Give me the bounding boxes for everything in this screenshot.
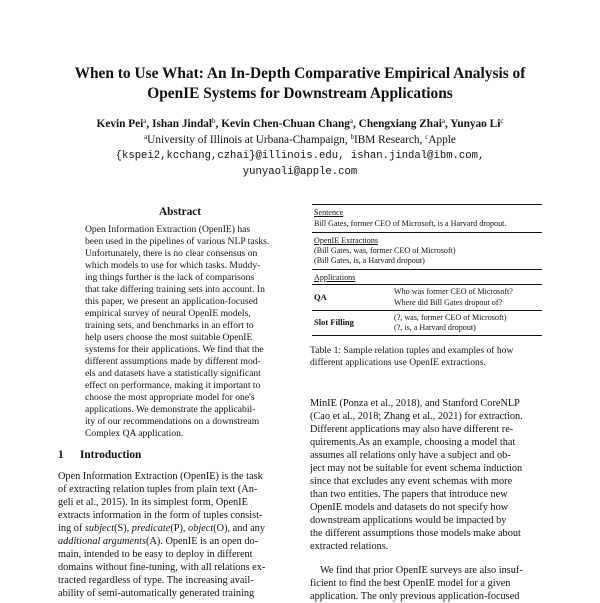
abstract-line: that take differing training sets into account. In <box>85 284 265 295</box>
abstract-line: which models to use for which tasks. Muddy- <box>85 260 261 271</box>
abstract-line: applications. We demonstrate the applicabil- <box>85 404 256 415</box>
abstract-line: Complex QA application. <box>85 428 184 439</box>
intro-text: (O), and any <box>213 523 265 534</box>
section-number: 1 <box>58 449 64 461</box>
table-slot-line: (?, is, a Harvard dropout) <box>394 323 476 332</box>
affiliation-uiuc: University of Illinois at Urbana-Champaign, <box>147 134 351 146</box>
abstract-line: ing things further is the lack of comparisons <box>85 272 255 283</box>
intro-line: extracts information in the form of tuples consist- <box>58 510 263 521</box>
term-object: object <box>188 523 214 534</box>
author-name: Chengxiang Zhai <box>358 118 442 130</box>
paper-title <box>40 64 560 104</box>
intro-line: domains without fine-tuning, with all relations ex- <box>58 562 266 573</box>
author-name: Kevin Chen-Chuan Chang <box>221 118 350 130</box>
table-sentence: Bill Gates, former CEO of Microsoft, is a Harvard dropout. <box>314 219 507 228</box>
author-affiliation-mark: a <box>349 117 354 125</box>
body-line: ject may not be suitable for event schema induction <box>310 463 523 474</box>
intro-line: ability of semi-automatically generated training <box>58 588 255 599</box>
table-label-extractions: OpenIE Extractions <box>314 236 379 245</box>
abstract-line: choose the most appropriate model for one's <box>85 392 255 403</box>
author-affiliation-mark: c <box>500 117 504 125</box>
abstract-line: training sets, and benchmarks in an effort to <box>85 320 254 331</box>
table-rule <box>312 204 542 205</box>
body-line: Different applications may also have different re- <box>310 424 514 435</box>
table-rule <box>312 284 542 285</box>
affiliation-mark: c <box>425 133 429 141</box>
body-line: application. The only previous application-focused <box>310 591 520 602</box>
section-heading-introduction <box>58 449 141 461</box>
body-line: extracted relations. <box>310 541 389 552</box>
intro-line <box>58 535 300 548</box>
abstract-heading: Abstract <box>158 206 202 218</box>
table-qa-line: Who was former CEO of Microsoft? <box>394 287 513 296</box>
intro-text: (A). OpenIE is an open do- <box>146 536 259 547</box>
table-slot-line: (?, was, former CEO of Microsoft) <box>394 313 507 322</box>
body-line: quirements.As an example, choosing a model that <box>310 437 516 448</box>
intro-text: (S), <box>114 523 132 534</box>
table-qa-line: Where did Bill Gates dropout of? <box>394 298 503 307</box>
body-line: ficient to find the best OpenIE model for a given <box>310 578 511 589</box>
email-line-1: {kspei2,kcchang,czhai}@illinois.edu, ishan.jindal@ibm.com, <box>115 150 485 162</box>
author-name: Yunyao Li <box>450 118 501 130</box>
intro-line: main, intended to be easy to deploy in different <box>58 549 253 560</box>
section-title: Introduction <box>80 449 142 461</box>
table-caption-line: different applications use OpenIE extractions. <box>310 357 486 368</box>
table-rule <box>312 310 542 311</box>
table-rule <box>312 335 542 336</box>
author-affiliation-mark: a <box>143 117 147 125</box>
body-line: the different assumptions those models make about <box>310 528 521 539</box>
body-line: since that excludes any event schemas with more <box>310 476 513 487</box>
body-line: OpenIE models and datasets do not specify how <box>310 502 509 513</box>
intro-line <box>58 522 300 535</box>
body-line: downstream applications would be impacted by <box>310 515 507 526</box>
abstract-line: els and datasets have a statistically significant <box>85 368 261 379</box>
author-affiliation-mark: b <box>212 117 216 125</box>
abstract-line: systems for their applications. We find that the <box>85 344 264 355</box>
intro-line: of extracting relation tuples from plain text (An- <box>58 484 258 495</box>
term-subject: subject <box>84 523 115 534</box>
term-predicate: predicate <box>131 523 171 534</box>
body-line: assumes all relations only have a subject and ob- <box>310 450 511 461</box>
abstract-line: Unfortunately, there is no clear consensus on <box>85 248 258 259</box>
abstract-line: been used in the pipelines of various NLP tasks. <box>85 236 270 247</box>
title-line-1: When to Use What: An In-Depth Comparative Empirical Analysis of <box>74 65 526 82</box>
abstract-line: empirical survey of neural OpenIE models, <box>85 308 251 319</box>
table-extraction: (Bill Gates, is, a Harvard dropout) <box>314 256 425 265</box>
table-label-sentence: Sentence <box>314 208 344 217</box>
table-caption-line: Table 1: Sample relation tuples and examples of how <box>310 345 514 356</box>
table-rule <box>312 232 542 233</box>
table-rule <box>312 269 542 270</box>
abstract-line: different assumptions made by different mod- <box>85 356 261 367</box>
author-list: Kevin Pei$^a$, Ishan Jindal$^b$, Kevin Chen-Chuan Chang$^a$, Chengxiang Zhai$^a$, Yunyao Li$^c$ <box>96 117 504 130</box>
body-line: than two entities. The papers that introduce new <box>310 489 508 500</box>
affiliation-mark: a <box>144 133 148 141</box>
affiliation-apple: Apple <box>428 134 456 146</box>
title-line-2: OpenIE Systems for Downstream Applications <box>147 85 453 102</box>
email-line-2: yunyaoli@apple.com <box>242 166 358 178</box>
intro-text: (P), <box>170 523 189 534</box>
abstract-line: help users choose the most suitable OpenIE <box>85 332 253 343</box>
table-app-slot-filling: Slot Filling <box>314 317 354 327</box>
author-affiliation-mark: a <box>441 117 445 125</box>
table-extraction: (Bill Gates, was, former CEO of Microsoft) <box>314 246 456 255</box>
affiliation-mark: b <box>350 133 354 141</box>
body-line: (Cao et al., 2018; Zhang et al., 2021) for extraction. <box>310 411 523 422</box>
intro-line: geli et al., 2015). In its simplest form, OpenIE <box>58 497 248 508</box>
affiliation-ibm: IBM Research, <box>353 134 426 146</box>
term-additional-arguments: additional arguments <box>58 536 147 547</box>
intro-line: Open Information Extraction (OpenIE) is the task <box>58 471 263 482</box>
abstract-line: this paper, we present an application-focused <box>85 296 258 307</box>
affiliations <box>20 133 580 147</box>
intro-line: tracted regardless of type. The increasing avail- <box>58 575 254 586</box>
abstract-line: effect on performance, making it important to <box>85 380 261 391</box>
author-name: Ishan Jindal <box>152 118 213 130</box>
author-name: Kevin Pei <box>96 118 144 130</box>
table-app-qa: QA <box>314 292 327 302</box>
intro-text: ing of <box>58 523 85 534</box>
abstract-line: Open Information Extraction (OpenIE) has <box>85 224 251 235</box>
body-line: We find that prior OpenIE surveys are also insuf- <box>320 565 523 576</box>
table-label-applications: Applications <box>314 273 356 282</box>
abstract-line: ity of our recommendations on a downstream <box>85 416 260 427</box>
body-line: MinIE (Ponza et al., 2018), and Stanford CoreNLP <box>310 398 520 409</box>
